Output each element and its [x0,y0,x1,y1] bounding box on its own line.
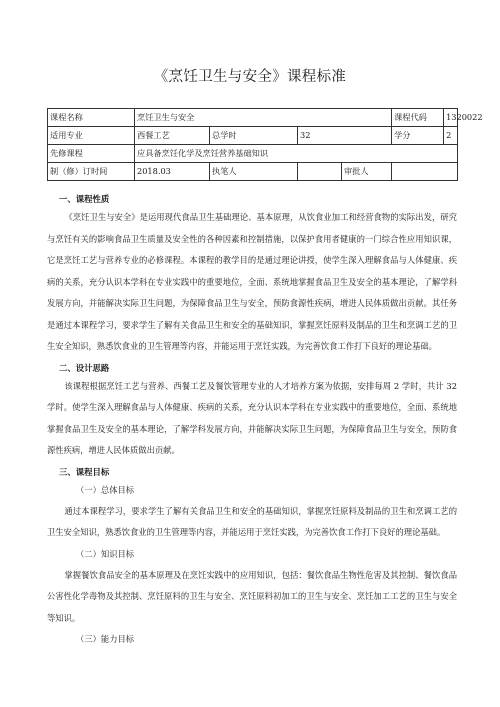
revision-date-label: 制（修）订时间 [48,163,135,181]
table-row [48,127,458,145]
subheading-knowledge-goal: （二）知识目标 [76,548,135,559]
course-name-label: 课程名称 [48,109,135,127]
reviewer-label: 审批人 [342,163,392,181]
course-name-value: 烹饪卫生与安全 [135,109,392,127]
page-title: 《烹饪卫生与安全》课程标准 [153,69,347,85]
subheading-ability-goal: （三）能力目标 [76,634,135,644]
paragraph-overall-goal: 通过本课程学习，要求学生了解有关食品卫生和安全的基础知识，掌握烹饪原料及制品的卫生和烹调工艺的卫生安全知识，熟悉饮食业的卫生管理等内容，并能运用于烹饪实践，为完善饮食工作打下良好的理论基础。 [47,505,457,537]
prereq-label: 先修课程 [48,145,135,163]
hours-value: 32 [298,127,392,145]
author-value [298,163,342,181]
course-code-label: 课程代码 [392,109,444,127]
credit-label: 学分 [392,127,444,145]
prereq-value: 应具备烹饪化学及烹饪营养基础知识 [135,145,458,163]
major-label: 适用专业 [48,127,135,145]
subheading-overall-goal: （一）总体目标 [76,484,135,495]
course-code-value: 1320022 [444,109,458,127]
document-body [47,191,457,650]
course-info-table [47,108,483,181]
hours-label: 总学时 [210,127,298,145]
table-row [48,163,458,181]
paragraph-nature: 《烹饪卫生与安全》是运用现代食品卫生基础理论、基本原理，从饮食业加工和经营食物的实际出发，研究与烹饪有关的影响食品卫生质量及安全性的各种因素和控制措施，以保护食用者健康的一门综合性应用知识课，它是烹饪工艺与营养专业的必修课程。本课程的教学目的是通过理论讲授，使学生深入理解食品与人体健康、疾病的关系，充分认识本学科在专业实践中的重要地位，全面、系统地掌握食品卫生及安全的基本理论，了解学科发展方向，并能解决实际卫生问题，为保障食品卫生与安全，预防食源性疾病，增进人民体质做出贡献。其任务是通过本课程学习，要求学生了解有关食品卫生和安全的基础知识，掌握烹饪原料及制品的卫生和烹调工艺的卫生安全知识，熟悉饮食业的卫生管理等内容，并能运用于烹饪实践，为完善饮食工作打下良好的理论基础。 [47,212,457,351]
credit-value: 2 [444,127,458,145]
major-value: 西餐工艺 [135,127,210,145]
section-heading-design: 二、设计思路 [59,362,110,373]
paragraph-design: 该课程根据烹饪工艺与营养、西餐工艺及餐饮管理专业的人才培养方案为依据，安排每周 2 学时，共计 32 学时。使学生深入理解食品与人体健康、疾病的关系，充分认识本学科在专业实践中的重要地位，全面、系统地掌握食品卫生及安全的基本理论，了解学科发展方向，并能解决实际卫生问题，为保障食品卫生与安全，预防食源性疾病，增进人民体质做出贡献。 [47,380,457,455]
table-row [48,109,458,127]
section-heading-goals: 三、课程目标 [59,466,110,477]
table-row [48,145,458,163]
revision-date-value: 2018.03 [135,163,210,181]
section-heading-nature: 一、课程性质 [59,194,110,204]
reviewer-value [392,163,458,181]
author-label: 执笔人 [210,163,298,181]
paragraph-knowledge-goal: 掌握餐饮食品安全的基本原理及在烹饪实践中的应用知识，包括：餐饮食品生物性危害及其控制、餐饮食品公害性化学毒物及其控制、烹饪原料的卫生与安全、烹饪原料初加工的卫生与安全、烹饪加工工艺的卫生与安全等知识。 [47,569,457,623]
